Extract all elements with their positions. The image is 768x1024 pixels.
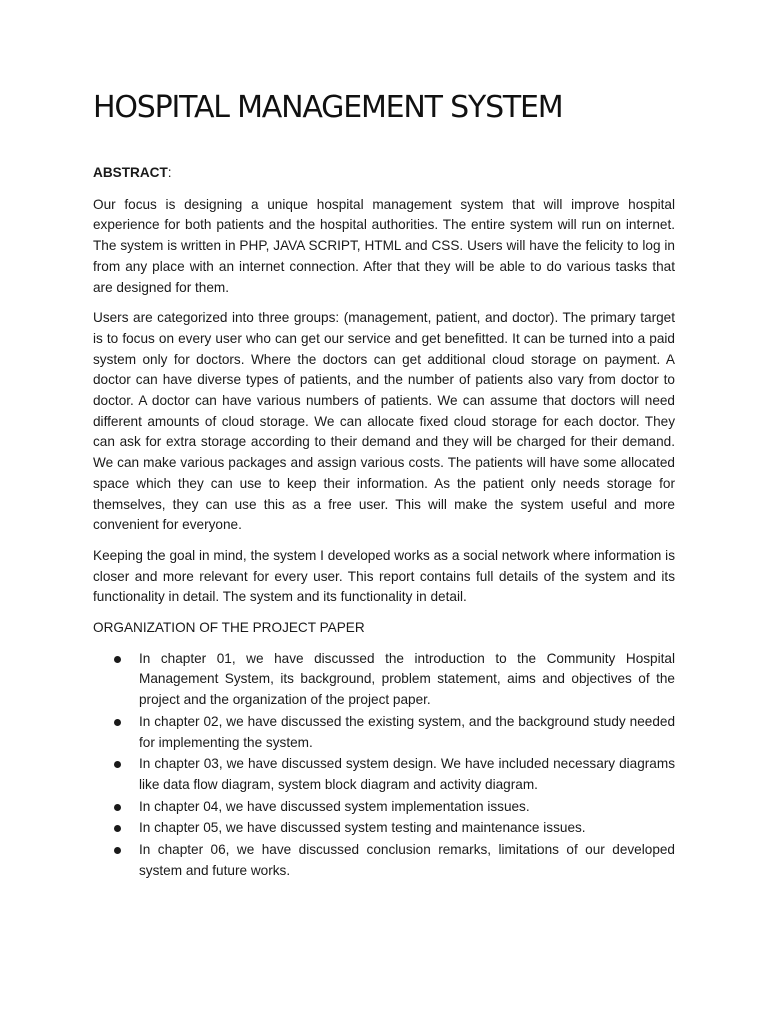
bullet-icon [114,656,121,663]
chapter-text: In chapter 04, we have discussed system implementation issues. [139,798,530,814]
chapter-list-item [93,818,675,839]
abstract-label-text: ABSTRACT [93,165,168,180]
chapter-list [93,649,675,882]
abstract-label [93,163,675,184]
chapter-list-item [93,754,675,795]
document-body [93,163,675,883]
bullet-icon [114,825,121,832]
chapter-text: In chapter 01, we have discussed the introduction to the Community Hospital Management System, its background, problem statement, aims and objectives of the project and the organization of the project paper. [139,650,675,708]
abstract-paragraph: Our focus is designing a unique hospital management system that will improve hospital experience for both patients and the hospital authorities. The entire system will run on internet. The system is written in PHP, JAVA SCRIPT, HTML and CSS. Users will have the felicity to log in from any place with an internet connection. After that they will be able to do various tasks that are designed for them. [93,196,675,295]
chapter-list-item [93,840,675,881]
bullet-icon [114,719,121,726]
goal-paragraph: Keeping the goal in mind, the system I developed works as a social network where information is closer and more relevant for every user. This report contains full details of the system and its functionality in detail. The system and its functionality in detail. [93,547,675,605]
user-groups-paragraph: Users are categorized into three groups: (management, patient, and doctor). The primary target is to focus on every user who can get our service and get benefitted. It can be turned into a paid system only for doctors. Where the doctors can get additional cloud storage on payment. A doctor can have diverse types of patients, and the number of patients also vary from doctor to doctor. A doctor can have various numbers of patients. We can assume that doctors will need different amounts of cloud storage. We can allocate fixed cloud storage for each doctor. They can ask for extra storage according to their demand and they will be charged for their demand. We can make various packages and assign various costs. The patients will have some allocated space which they can use to keep their information. As the patient only needs storage for themselves, they can use this as a free user. This will make the system useful and more convenient for everyone. [93,310,675,533]
bullet-icon [114,761,121,768]
bullet-icon [114,847,121,854]
chapter-list-item [93,797,675,818]
organization-heading: ORGANIZATION OF THE PROJECT PAPER [93,620,365,636]
document-title: HOSPITAL MANAGEMENT SYSTEM [93,90,563,125]
chapter-text: In chapter 02, we have discussed the existing system, and the background study needed for implementing the system. [139,713,675,750]
chapter-text: In chapter 06, we have discussed conclusion remarks, limitations of our developed system and future works. [139,842,675,878]
chapter-list-item [93,649,675,711]
chapter-text: In chapter 03, we have discussed system design. We have included necessary diagrams like data flow diagram, system block diagram and activity diagram. [139,756,675,792]
chapter-list-item [93,712,675,753]
bullet-icon [114,804,121,811]
chapter-text: In chapter 05, we have discussed system testing and maintenance issues. [139,820,586,836]
abstract-label-colon: : [167,165,172,180]
